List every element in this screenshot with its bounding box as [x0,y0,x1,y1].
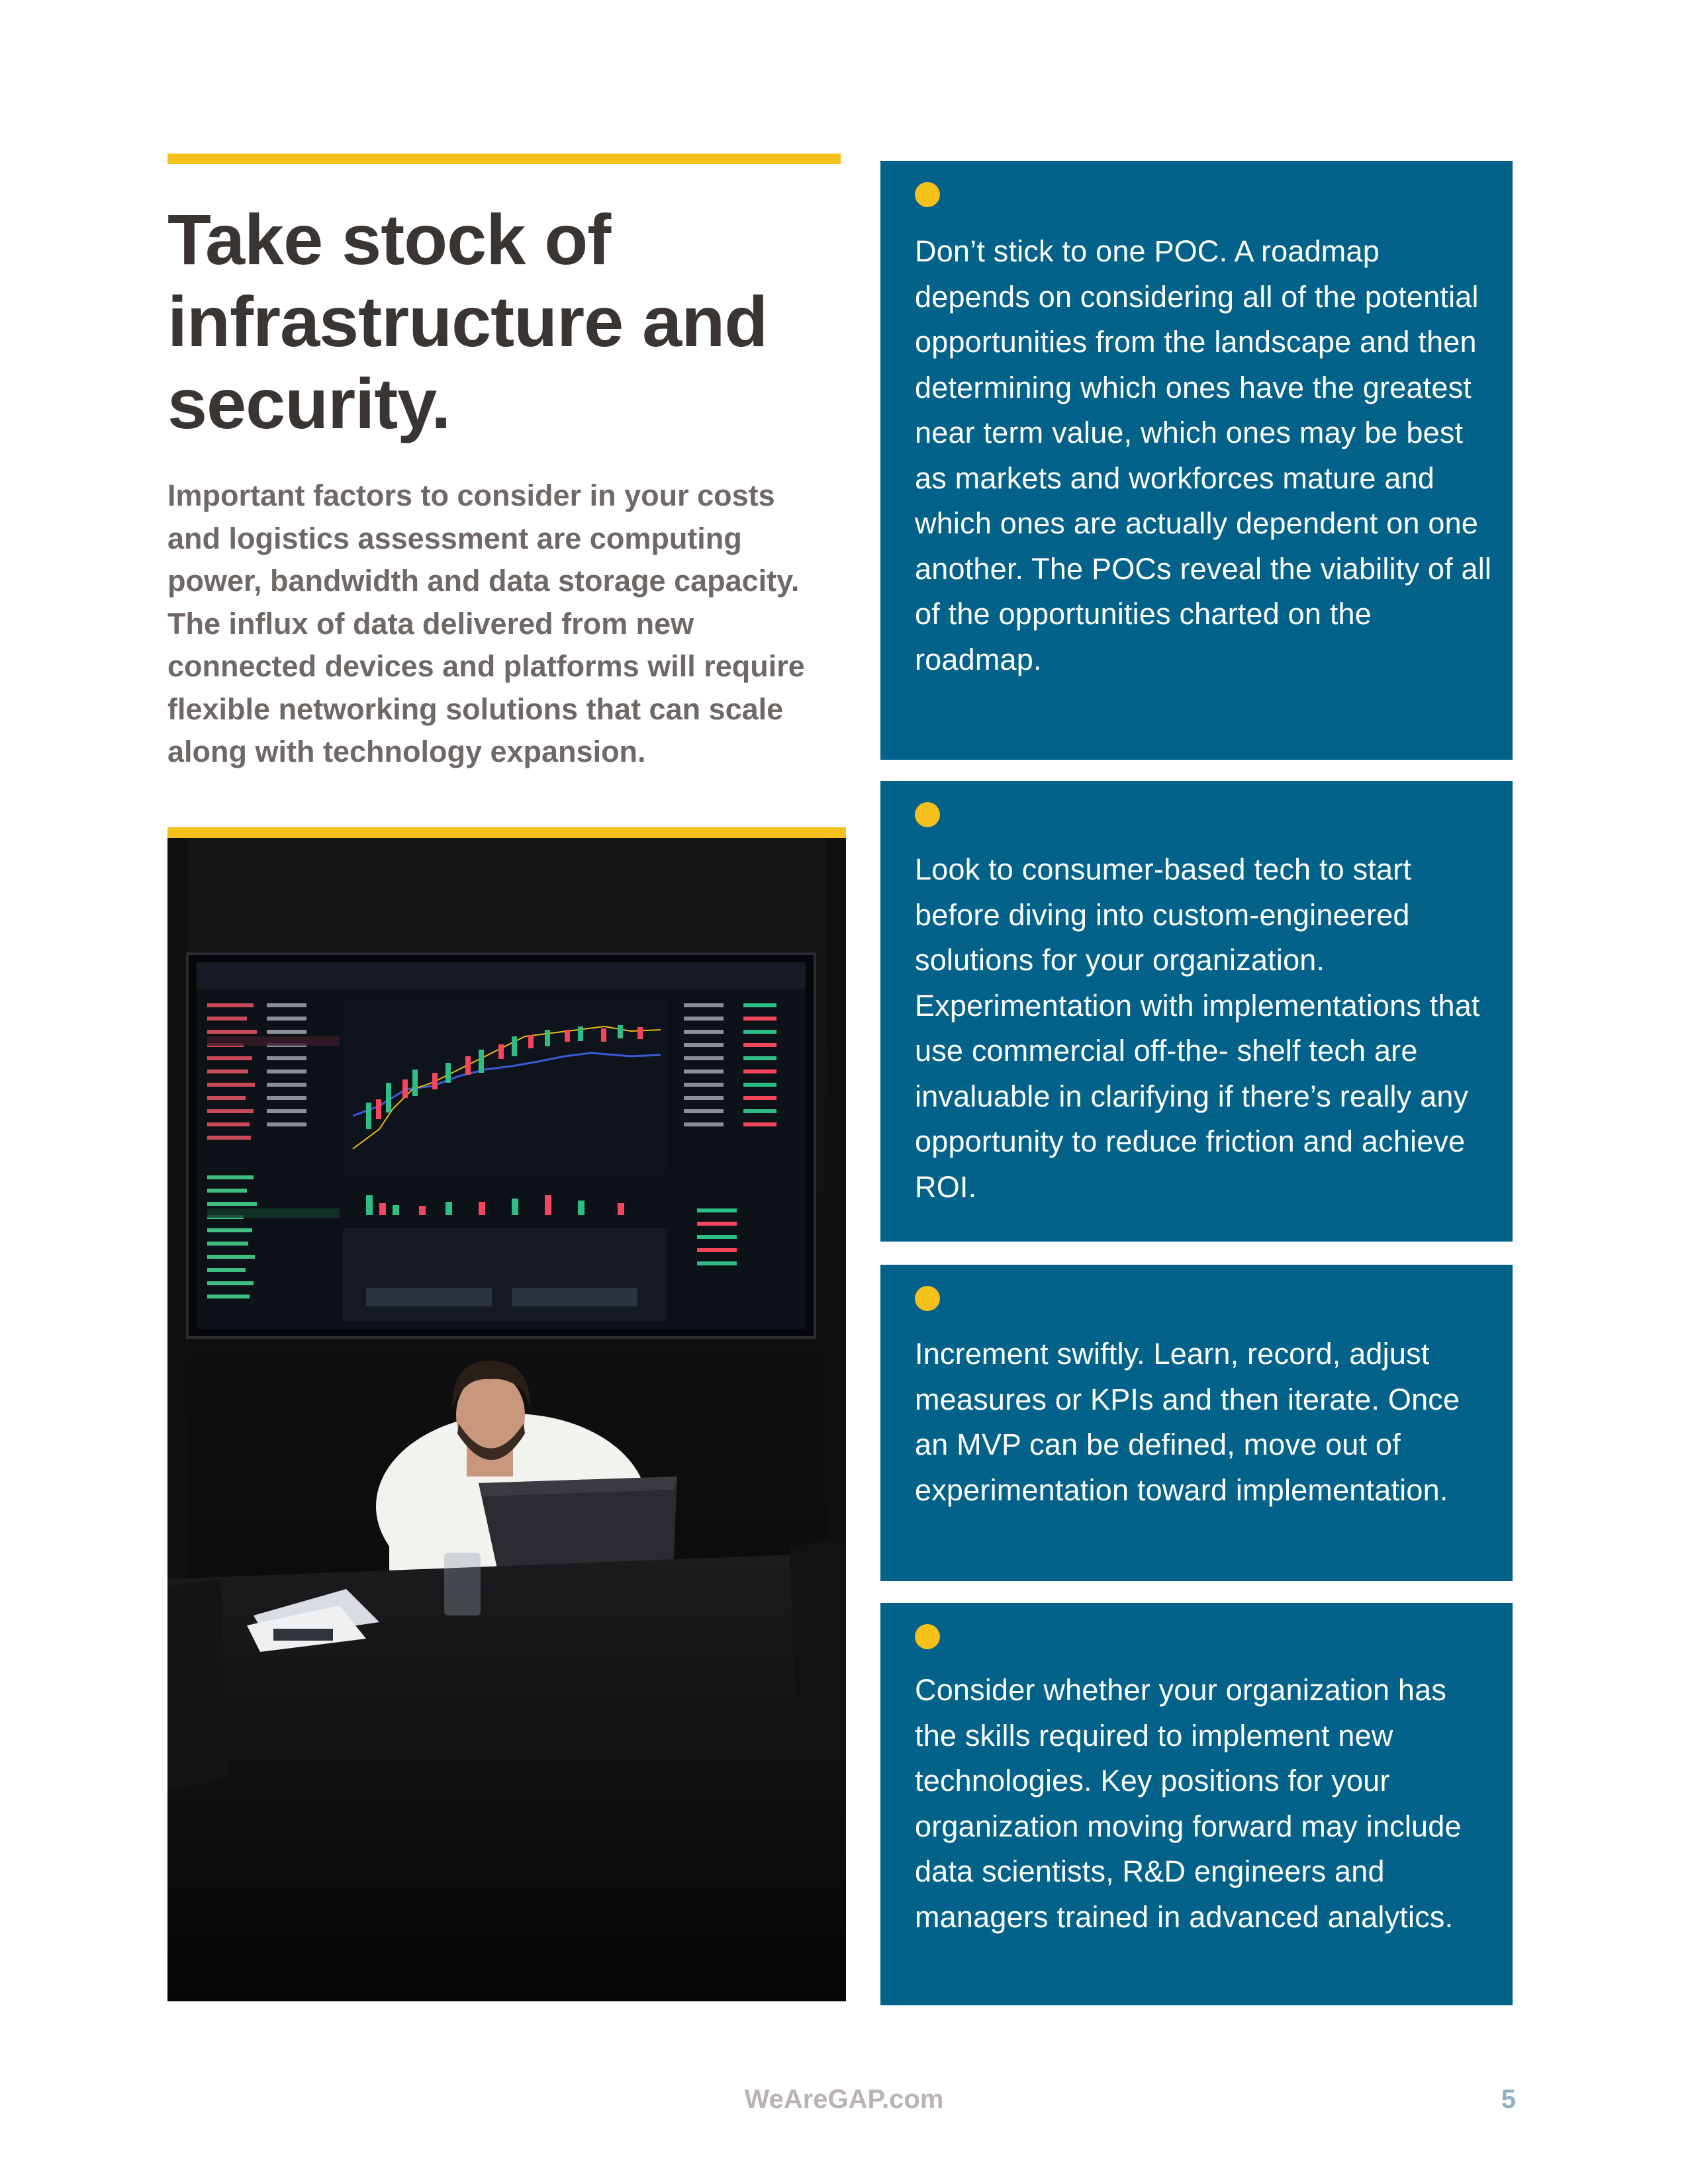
page-number: 5 [1501,2085,1516,2114]
bullet-dot-icon [915,182,940,207]
trader-photo [167,838,846,2001]
tip-card-poc [880,161,1513,760]
footer-website-link[interactable]: WeAreGAP.com [744,2085,944,2114]
tip-card-text: Consider whether your organization has the skills required to implement new technologies. Key positions for your organization moving forward may include data scientists, R&D engineers and managers trained in advanced analytics. [915,1673,1462,1934]
bullet-dot-icon [915,802,940,827]
tip-card-text: Look to consumer-based tech to start before diving into custom-engineered solutions for your organization. Experimentation with implementations that use commercial off-the- shelf tech are invaluable in clarifying if there’s really any opportunity to reduce friction and achieve ROI. [915,852,1480,1204]
title-line: security. [167,363,451,443]
title-line: infrastructure and [167,281,768,361]
heading-accent-bar [167,154,841,164]
tip-card-text: Don’t stick to one POC. A roadmap depends on considering all of the potential opportunities from the landscape and then determining which ones have the greatest near term value, which ones may be best as markets and workforces mature and which ones are actually dependent on one another. The POCs reveal the viability of all of the opportunities charted on the roadmap. [915,234,1492,676]
photo-illustration [167,838,846,2001]
tip-card-text: Increment swiftly. Learn, record, adjust measures or KPIs and then iterate. Once an MVP can be defined, move out of experimentation toward implementation. [915,1337,1460,1507]
tip-card-increment [880,1265,1513,1581]
photo-accent-bar [167,827,846,838]
tip-card-skills [880,1603,1513,2005]
title-line: Take stock of [167,199,611,279]
bullet-dot-icon [915,1624,940,1649]
intro-paragraph: Important factors to consider in your costs and logistics assessment are computing power, bandwidth and data storage capacity. The influx of data delivered from new connected devices and platforms will require flexible networking solutions that can scale along with technology expansion. [167,478,805,768]
tip-card-consumer-tech [880,781,1513,1242]
page-title [167,199,856,445]
bullet-dot-icon [915,1286,940,1311]
